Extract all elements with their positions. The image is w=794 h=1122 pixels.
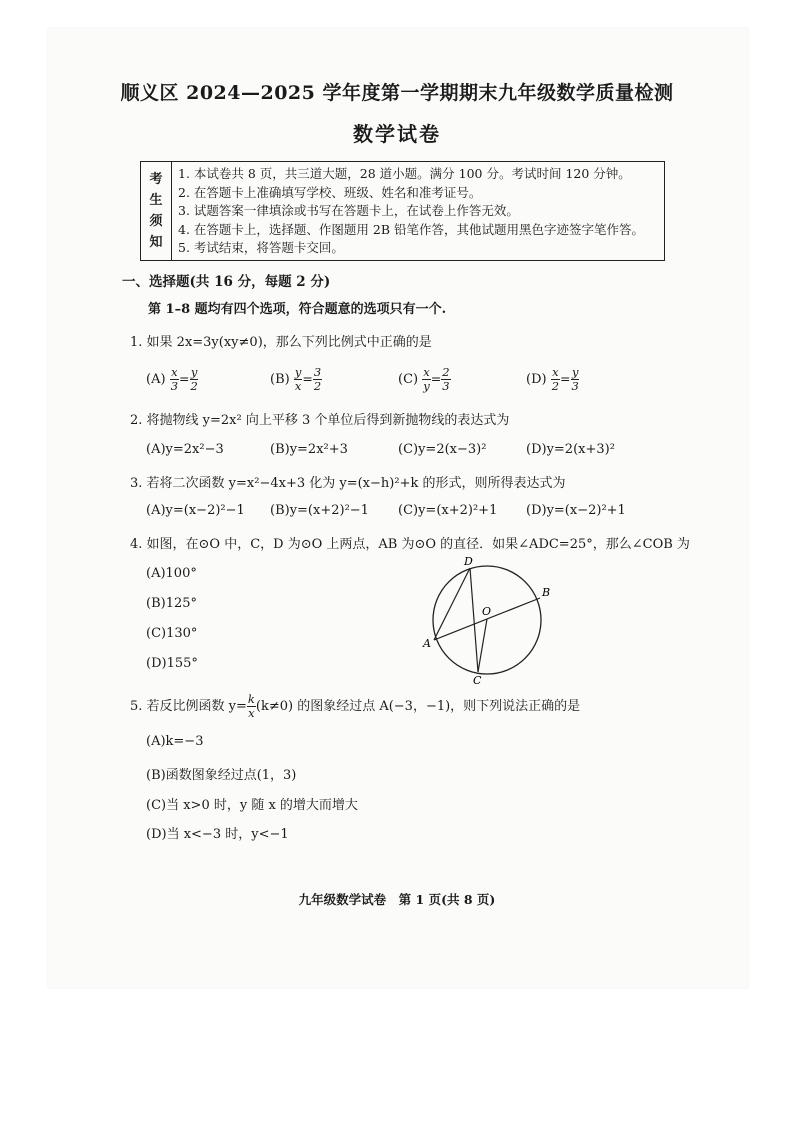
numerator: 2 <box>442 365 450 379</box>
radius-oc <box>478 619 487 672</box>
q3-option-b: (B)y=(x+2)²−1 <box>270 503 369 518</box>
fraction <box>422 366 431 393</box>
q2-option-b: (B)y=2x²+3 <box>270 442 348 457</box>
chord-dc <box>470 568 478 672</box>
section-instruction: 第 1–8 题均有四个选项，符合题意的选项只有一个. <box>148 302 447 317</box>
q5-stem-prefix: 5. 若反比例函数 y= <box>130 699 247 714</box>
numerator: x <box>171 365 178 379</box>
q2-option-a: (A)y=2x²−3 <box>146 442 224 457</box>
numerator: y <box>190 365 198 379</box>
q3-stem: 3. 若将二次函数 y=x²−4x+3 化为 y=(x−h)²+k 的形式，则所得表达式为 <box>130 476 566 491</box>
numerator: y <box>294 365 302 379</box>
q4-option-d: (D)155° <box>146 656 198 671</box>
q5-option-c: (C)当 x>0 时，y 随 x 的增大而增大 <box>146 798 358 813</box>
notice-list <box>172 162 644 260</box>
fraction <box>170 366 179 393</box>
q3-option-d: (D)y=(x−2)²+1 <box>526 503 626 518</box>
notice-label-char: 考 <box>149 172 163 187</box>
fraction <box>190 366 199 393</box>
numerator: k <box>247 692 255 706</box>
q2-stem: 2. 将抛物线 y=2x² 向上平移 3 个单位后得到新抛物线的表达式为 <box>130 413 510 428</box>
denominator: 3 <box>571 379 579 393</box>
exam-subtitle: 数学试卷 <box>353 122 441 146</box>
fraction <box>571 366 580 393</box>
exam-title: 顺义区 2024—2025 学年度第一学期期末九年级数学质量检测 <box>120 82 674 104</box>
q1-option-d: (D) $\frac{x}{2}$ = $\frac{y}{3}$ <box>526 365 579 393</box>
notice-item: 3. 试题答案一律填涂或书写在答题卡上，在试卷上作答无效。 <box>178 203 519 218</box>
option-label: (C) <box>398 372 419 387</box>
q1-option-a: (A) $\frac{x}{3}$ = $\frac{y}{2}$ <box>146 365 198 393</box>
notice-item: 1. 本试卷共 8 页，共三道大题，28 道小题。满分 100 分。考试时间 120 分钟。 <box>178 166 631 181</box>
denominator: x <box>294 379 302 393</box>
notice-box <box>140 161 665 261</box>
q4-option-c: (C)130° <box>146 626 198 641</box>
q1-option-c: (C) $\frac{x}{y}$ = $\frac{2}{3}$ <box>398 365 450 393</box>
q5-stem-suffix: (k≠0) 的图象经过点 A(−3，−1)，则下列说法正确的是 <box>255 699 581 714</box>
denominator: 3 <box>170 379 179 393</box>
denominator: x <box>248 706 255 720</box>
q3-option-c: (C)y=(x+2)²+1 <box>398 503 498 518</box>
q4-stem: 4. 如图，在⊙O 中，C，D 为⊙O 上两点，AB 为⊙O 的直径．如果∠ADC=25°，那么∠COB 为 <box>130 537 690 552</box>
point-label-d: D <box>464 555 473 568</box>
q5-option-d: (D)当 x<−3 时，y<−1 <box>146 827 289 842</box>
q2-option-c: (C)y=2(x−3)² <box>398 442 487 457</box>
numerator: 3 <box>313 365 322 379</box>
q5-stem <box>130 693 580 720</box>
fraction <box>551 366 560 393</box>
point-label-o: O <box>482 605 492 618</box>
point-label-b: B <box>542 586 551 599</box>
point-label-c: C <box>473 674 482 684</box>
notice-item: 5. 考试结束，将答题卡交回。 <box>178 240 344 255</box>
denominator: 2 <box>551 379 560 393</box>
section-heading: 一、选择题(共 16 分，每题 2 分) <box>122 274 331 290</box>
notice-label-char: 知 <box>149 235 163 250</box>
numerator: x <box>423 365 430 379</box>
option-label: (A) <box>146 372 166 387</box>
point-label-a: A <box>423 637 431 650</box>
q5-option-b: (B)函数图象经过点(1，3) <box>146 768 297 783</box>
denominator: y <box>423 379 430 393</box>
q5-option-a: (A)k=−3 <box>146 734 204 749</box>
numerator: y <box>571 365 579 379</box>
option-label: (D) <box>526 372 547 387</box>
q4-option-b: (B)125° <box>146 596 198 611</box>
q3-option-a: (A)y=(x−2)²−1 <box>146 503 245 518</box>
notice-label-char: 须 <box>149 214 163 229</box>
fraction <box>247 693 256 720</box>
q1-option-b: (B) $\frac{y}{x}$ = $\frac{3}{2}$ <box>270 365 322 393</box>
notice-item: 2. 在答题卡上准确填写学校、班级、姓名和准考证号。 <box>178 184 482 200</box>
denominator: 3 <box>442 379 450 393</box>
notice-label-char: 生 <box>149 193 163 208</box>
option-label: (B) <box>270 372 290 387</box>
fraction <box>441 366 450 393</box>
numerator: x <box>552 365 559 379</box>
denominator: 2 <box>313 379 322 393</box>
page-footer: 九年级数学试卷 第 1 页(共 8 页) <box>298 892 496 907</box>
q4-circle-figure <box>420 552 560 684</box>
notice-label <box>141 162 172 260</box>
denominator: 2 <box>190 379 198 393</box>
q2-option-d: (D)y=2(x+3)² <box>526 442 615 457</box>
notice-item: 4. 在答题卡上，选择题、作图题用 2B 铅笔作答，其他试题用黑色字迹签字笔作答。 <box>178 221 644 237</box>
q1-stem: 1. 如果 2x=3y(xy≠0)，那么下列比例式中正确的是 <box>130 335 432 350</box>
fraction <box>313 366 322 393</box>
q4-option-a: (A)100° <box>146 566 197 581</box>
